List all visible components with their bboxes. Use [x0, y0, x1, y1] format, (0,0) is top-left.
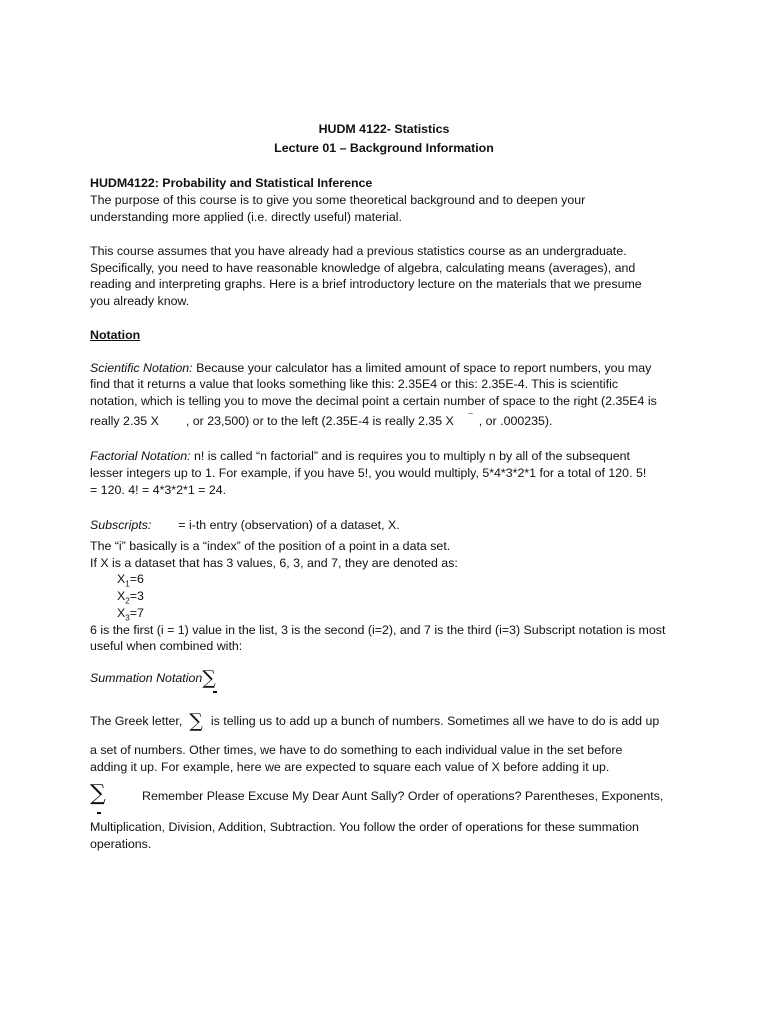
scientific-notation-line: Scientific Notation: Because your calculator has a limited amount of space to report numbers, you may: [90, 361, 652, 375]
subscripts-line: useful when combined with:: [90, 639, 243, 653]
sigma-icon: ∑: [202, 667, 216, 689]
subscripts-line: The “i” basically is a “index” of the position of a point in a data set.: [90, 539, 451, 553]
subscript-item: $X_2=3$: [117, 589, 144, 606]
scientific-notation-line: find that it returns a value that looks something like this: 2.35E4 or this: 2.35E-4. This is scientific: [90, 377, 619, 391]
subscript-item: $X_1=6$: [117, 572, 144, 589]
summation-line: The Greek letter, ∑ is telling us to add up a bunch of numbers. Sometimes all we have to do is add up: [90, 710, 660, 732]
intro-paragraph-1-line: understanding more applied (i.e. directly useful) material.: [90, 210, 402, 224]
scientific-notation-label: Scientific Notation:: [90, 361, 193, 375]
summation-notation-label: Summation Notation: [90, 671, 203, 685]
summation-line: a set of numbers. Other times, we have to do something to each individual value in the set before: [90, 743, 623, 757]
subscripts-line: Subscripts: = i-th entry (observation) of a dataset, X.: [90, 518, 400, 532]
sigma-icon: ∑: [189, 710, 203, 732]
sigma-subscript-mark: [97, 812, 101, 814]
summation-heading-line: [90, 668, 216, 687]
sigma-subscript-mark: [213, 691, 217, 693]
intro-paragraph-2-line: This course assumes that you have already had a previous statistics course as an undergraduate.: [90, 244, 627, 258]
factorial-notation-label: Factorial Notation:: [90, 449, 191, 463]
factorial-notation-line: = 120. 4! = 4*3*2*1 = 24.: [90, 483, 227, 497]
intro-paragraph-2-line: Specifically, you need to have reasonable knowledge of algebra, calculating means (averages), and: [90, 261, 636, 275]
summation-line: Multiplication, Division, Addition, Subtraction. You follow the order of operations for these summation: [90, 820, 639, 834]
scientific-notation-line: really 2.35 X , or 23,500) or to the left (2.35E-4 is really 2.35 X ¯ , or .000235).: [90, 412, 553, 428]
subscripts-label: Subscripts:: [90, 518, 152, 532]
subscripts-line: 6 is the first (i = 1) value in the list, 3 is the second (i=2), and 7 is the third (i=3) Subscript notation is most: [90, 623, 666, 637]
summation-line: adding it up. For example, here we are expected to square each value of X before adding it up.: [90, 760, 610, 774]
intro-paragraph-2-line: reading and interpreting graphs. Here is a brief introductory lecture on the materials that we presume: [90, 277, 642, 291]
summation-line: operations.: [90, 837, 152, 851]
factorial-notation-line: Factorial Notation: n! is called “n factorial” and is requires you to multiply n by all of the subsequent: [90, 449, 630, 463]
scientific-notation-line: notation, which is telling you to move the decimal point a certain number of space to the right (2.35E4 is: [90, 394, 657, 408]
intro-heading: HUDM4122: Probability and Statistical Inference: [90, 176, 373, 190]
factorial-notation-line: lesser integers up to 1. For example, if you have 5!, you would multiply, 5*4*3*2*1 for a total of 120. 5!: [90, 466, 647, 480]
sigma-icon: ∑: [90, 781, 106, 806]
document-subtitle: Lecture 01 – Background Information: [274, 141, 494, 155]
summation-line: Remember Please Excuse My Dear Aunt Sally? Order of operations? Parentheses, Exponents,: [142, 789, 664, 803]
intro-paragraph-1-line: The purpose of this course is to give you some theoretical background and to deepen your: [90, 193, 586, 207]
notation-heading: Notation: [90, 328, 141, 342]
subscript-item: $X_3=7$: [117, 606, 144, 623]
intro-paragraph-2-line: you already know.: [90, 294, 190, 308]
document-title: HUDM 4122- Statistics: [318, 122, 450, 136]
subscripts-line: If X is a dataset that has 3 values, 6, 3, and 7, they are denoted as:: [90, 556, 458, 570]
